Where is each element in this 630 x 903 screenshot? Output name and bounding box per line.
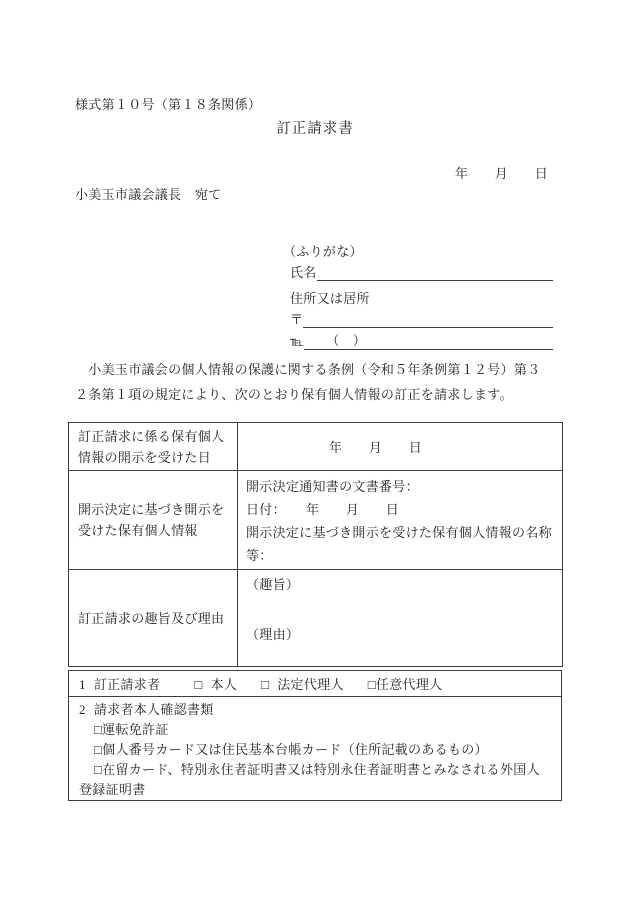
disclosed-info-cell[interactable] xyxy=(238,471,563,570)
name-row xyxy=(290,260,553,281)
purport-reason-header: 訂正請求の趣旨及び理由 xyxy=(69,570,238,667)
info-name-line: 開示決定に基づき開示を受けた保有個人情報の名称等： xyxy=(246,525,552,563)
header-date-line: 年 月 日 xyxy=(454,166,548,181)
postal-fill-line[interactable] xyxy=(303,307,553,328)
tel-fill-line[interactable] xyxy=(304,328,553,350)
id-documents-heading xyxy=(79,700,551,720)
request-details-table xyxy=(68,422,563,667)
disclosure-date-header: 訂正請求に係る保有個人情報の開示を受けた日 xyxy=(69,423,238,471)
id-doc-license[interactable] xyxy=(79,720,551,740)
requester-label: 訂正請求者 xyxy=(93,677,161,692)
option-legal-representative[interactable] xyxy=(261,674,344,693)
postal-mark-icon: 〒 xyxy=(290,312,304,327)
id-doc-residence-card-label: 在留カード、特別永住者証明書又は特別永住者証明書とみなされる外国人 xyxy=(102,762,540,777)
id-doc-number-card-label: 個人番号カード又は住民基本台帳カード（住所記載のあるもの） xyxy=(102,742,488,757)
checkbox-icon[interactable]: □ xyxy=(94,742,103,757)
option-self[interactable] xyxy=(194,674,237,693)
furigana-label: （ふりがな） xyxy=(283,244,363,259)
purport-reason-cell[interactable] xyxy=(238,570,563,667)
intro-line-2: ２条第１項の規定により、次のとおり保有個人情報の訂正を請求します。 xyxy=(75,387,513,402)
intro-line-1: 小美玉市議会の個人情報の保護に関する条例（令和５年条例第１２号）第３ xyxy=(75,362,541,377)
id-doc-license-label: 運転免許証 xyxy=(102,722,169,737)
postal-row xyxy=(290,307,553,328)
address-row xyxy=(290,281,553,307)
purport-label: （趣旨） xyxy=(246,577,300,592)
furigana-row xyxy=(283,238,553,260)
name-label: 氏名 xyxy=(290,265,317,280)
addressee: 小美玉市議会議長 宛て xyxy=(75,187,222,202)
name-fill-line[interactable] xyxy=(317,260,553,281)
id-documents-row xyxy=(69,697,562,801)
id-documents-cell xyxy=(69,697,562,801)
checkbox-icon[interactable]: □ xyxy=(94,762,103,777)
option-self-label: 本人 xyxy=(210,677,238,692)
doc-number-line: 開示決定通知書の文書番号： xyxy=(246,479,419,494)
disclosed-info-row xyxy=(69,471,563,570)
intro-paragraph xyxy=(75,357,555,407)
address-label: 住所又は居所 xyxy=(290,291,370,306)
id-doc-continuation: 登録証明書 xyxy=(79,782,146,797)
item-number-1: 1 xyxy=(79,677,86,692)
requester-table xyxy=(68,670,562,801)
reason-label: （理由） xyxy=(246,627,300,642)
option-legal-representative-label: 法定代理人 xyxy=(277,677,344,692)
requester-type-cell xyxy=(69,671,562,697)
checkbox-icon[interactable]: □ xyxy=(367,677,376,692)
checkbox-icon[interactable]: □ xyxy=(94,722,103,737)
id-doc-number-card[interactable] xyxy=(79,740,551,760)
id-doc-residence-card[interactable] xyxy=(79,760,551,780)
checkbox-icon[interactable]: □ xyxy=(261,677,270,692)
tel-row xyxy=(290,328,553,350)
applicant-block xyxy=(283,238,553,350)
form-number: 様式第１０号（第１８条関係） xyxy=(75,97,262,112)
option-voluntary-representative[interactable] xyxy=(368,674,443,693)
tel-paren: （ ） xyxy=(326,333,367,348)
decision-date-line: 日付： 年 月 日 xyxy=(246,502,400,517)
page-title: 訂正請求書 xyxy=(276,121,354,137)
option-voluntary-representative-label: 任意代理人 xyxy=(375,677,443,692)
purport-reason-row xyxy=(69,570,563,667)
disclosure-date-row xyxy=(69,423,563,471)
requester-type-row xyxy=(69,671,562,697)
disclosed-info-header: 開示決定に基づき開示を受けた保有個人情報 xyxy=(69,471,238,570)
item-number-2: 2 xyxy=(79,702,86,717)
id-documents-label: 請求者本人確認書類 xyxy=(93,702,214,717)
tel-label: ℡ xyxy=(290,334,305,349)
checkbox-icon[interactable]: □ xyxy=(194,677,203,692)
disclosure-date-value[interactable]: 年 月 日 xyxy=(238,423,563,471)
